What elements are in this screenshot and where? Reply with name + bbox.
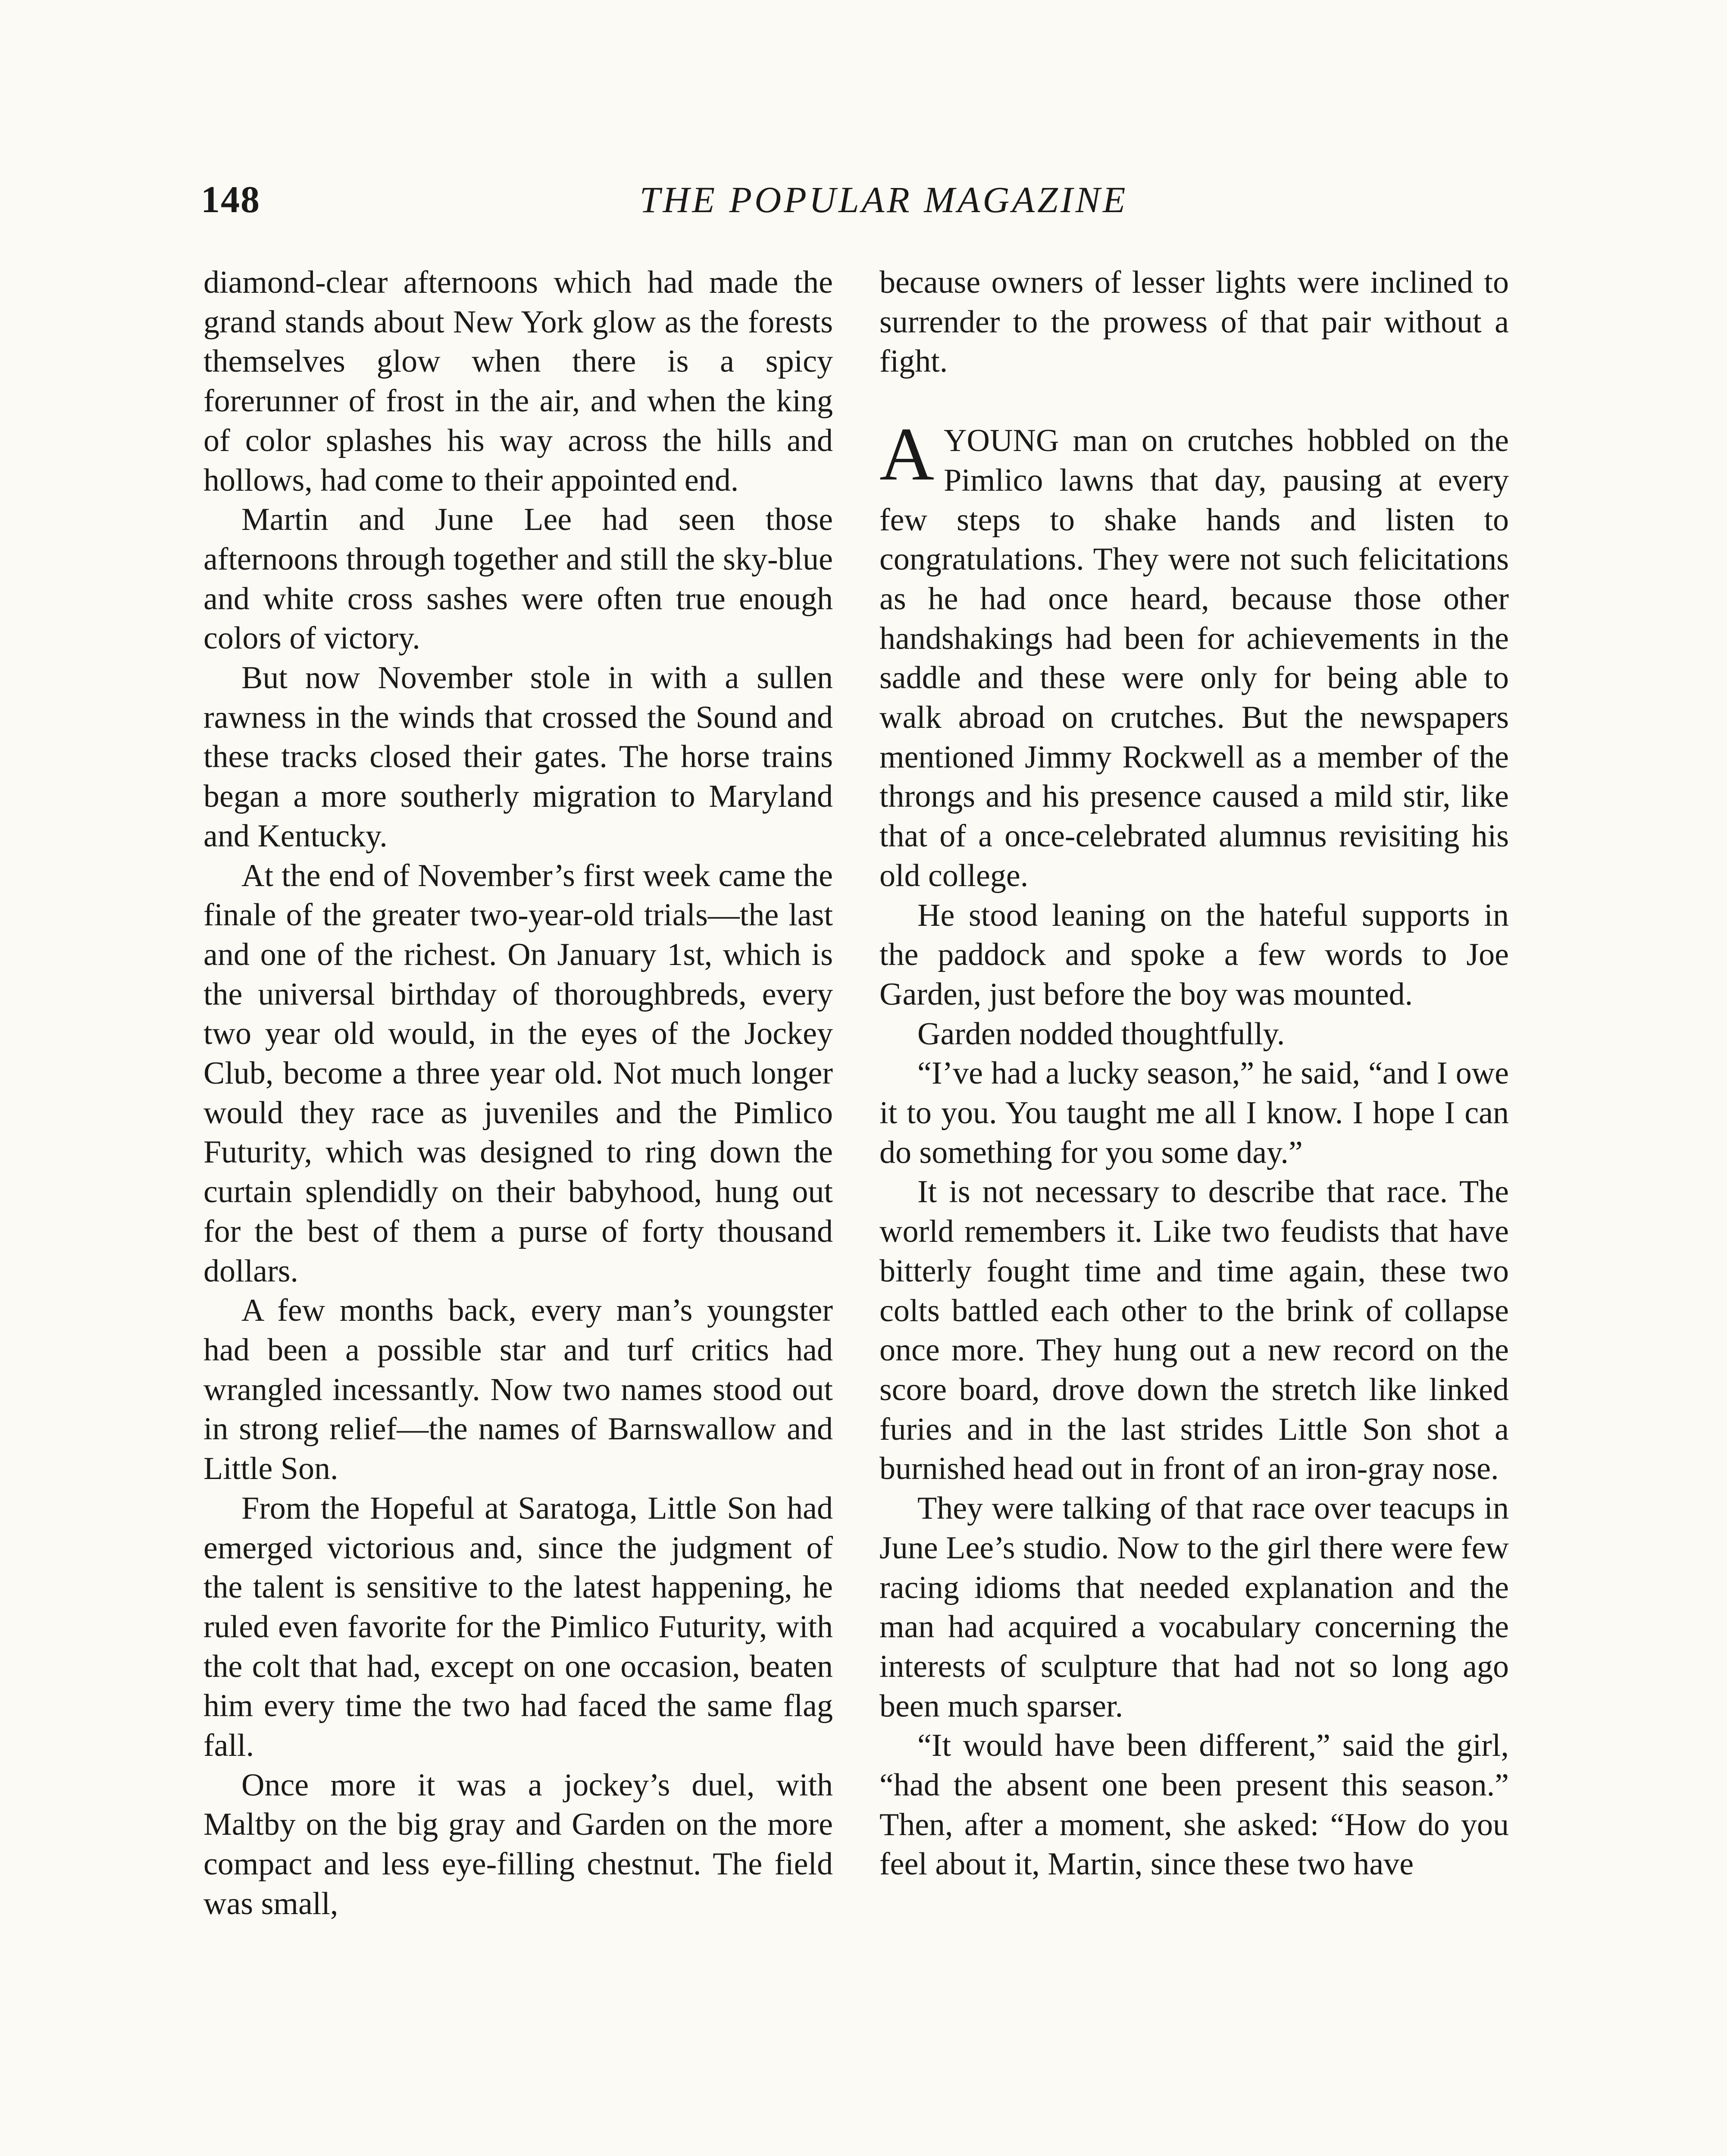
paragraph: At the end of November’s first week came the finale of the greater two-year-old trials—the last and one of the richest. On January 1st, which is the universal birthday of thoroughbreds, every two year old would, in the eyes of the Jockey Club, become a three year old. Not much longer would they race as juveniles and the Pimlico Futurity, which was designed to ring down the curtain splendidly on their babyhood, hung out for the best of them a purse of forty thousand dollars. [203, 858, 833, 1289]
section-opening-paragraph [879, 412, 1509, 896]
paragraph: He stood leaning on the hateful supports in the paddock and spoke a few words to Joe Garden, just before the boy was mounted. [879, 897, 1509, 1012]
paragraph: diamond-clear afternoons which had made the grand stands about New York glow as the forests themselves glow when there is a spicy forerunner of frost in the air, and when the king of color splashes his way across the hills and hollows, had come to their appointed end. [203, 265, 833, 498]
page-number: 148 [201, 179, 260, 221]
running-head: THE POPULAR MAGAZINE [639, 179, 1128, 220]
paragraph: Garden nodded thoughtfully. [917, 1016, 1285, 1052]
paragraph: Martin and June Lee had seen those afternoons through together and still the sky-blue and white cross sashes were often true enough colors of victory. [203, 502, 833, 656]
paragraph: because owners of lesser lights were inclined to surrender to the prowess of that pair without a fight. [879, 265, 1509, 379]
left-column [203, 263, 833, 1924]
paragraph: It is not necessary to describe that race. The world remembers it. Like two feudists that have bitterly fought time and time again, these two colts battled each other to the brink of collapse once more. They hung out a new record on the score board, drove down the stretch like linked furies and in the last strides Little Son shot a burnished head out in front of an iron-gray nose. [879, 1174, 1509, 1487]
paragraph: “It would have been different,” said the girl, “had the absent one been present this season.” Then, after a moment, she asked: “How do you feel about it, Martin, since these two have [879, 1728, 1509, 1882]
paragraph: “I’ve had a lucky season,” he said, “and I owe it to you. You taught me all I know. I hope I can do something for you some day.” [879, 1056, 1509, 1170]
section-opening-text: YOUNG man on crutches hobbled on the Pimlico lawns that day, pausing at every few steps to shake hands and listen to congratulations. They were not such felicitations as he had once heard, because those other handshakings had been for achievements in the saddle and these were only for being able to walk abroad on crutches. But the newspapers mentioned Jimmy Rockwell as a member of the throngs and his presence caused a mild stir, like that of a once-celebrated alumnus revisiting his old college. [879, 423, 1509, 893]
paragraph: Once more it was a jockey’s duel, with Maltby on the big gray and Garden on the more compact and less eye-filling chestnut. The field was small, [203, 1767, 833, 1921]
paragraph: But now November stole in with a sullen rawness in the winds that crossed the Sound and these tracks closed their gates. The horse trains began a more southerly migration to Maryland and Kentucky. [203, 660, 833, 854]
paragraph: They were talking of that race over teacups in June Lee’s studio. Now to the girl there were few racing idioms that needed explanation and the man had acquired a vocabulary concerning the interests of sculpture that had not so long ago been much sparser. [879, 1491, 1509, 1724]
right-column [879, 263, 1509, 1884]
paragraph: From the Hopeful at Saratoga, Little Son had emerged victorious and, since the judgment of the talent is sensitive to the latest happening, he ruled even favorite for the Pimlico Futurity, with the colt that had, except on one occasion, beaten him every time the two had faced the same flag fall. [203, 1490, 833, 1764]
paragraph: A few months back, every man’s youngster had been a possible star and turf critics had wrangled incessantly. Now two names stood out in strong relief—the names of Barnswallow and Little Son. [203, 1293, 833, 1487]
drop-cap: A [879, 412, 935, 497]
